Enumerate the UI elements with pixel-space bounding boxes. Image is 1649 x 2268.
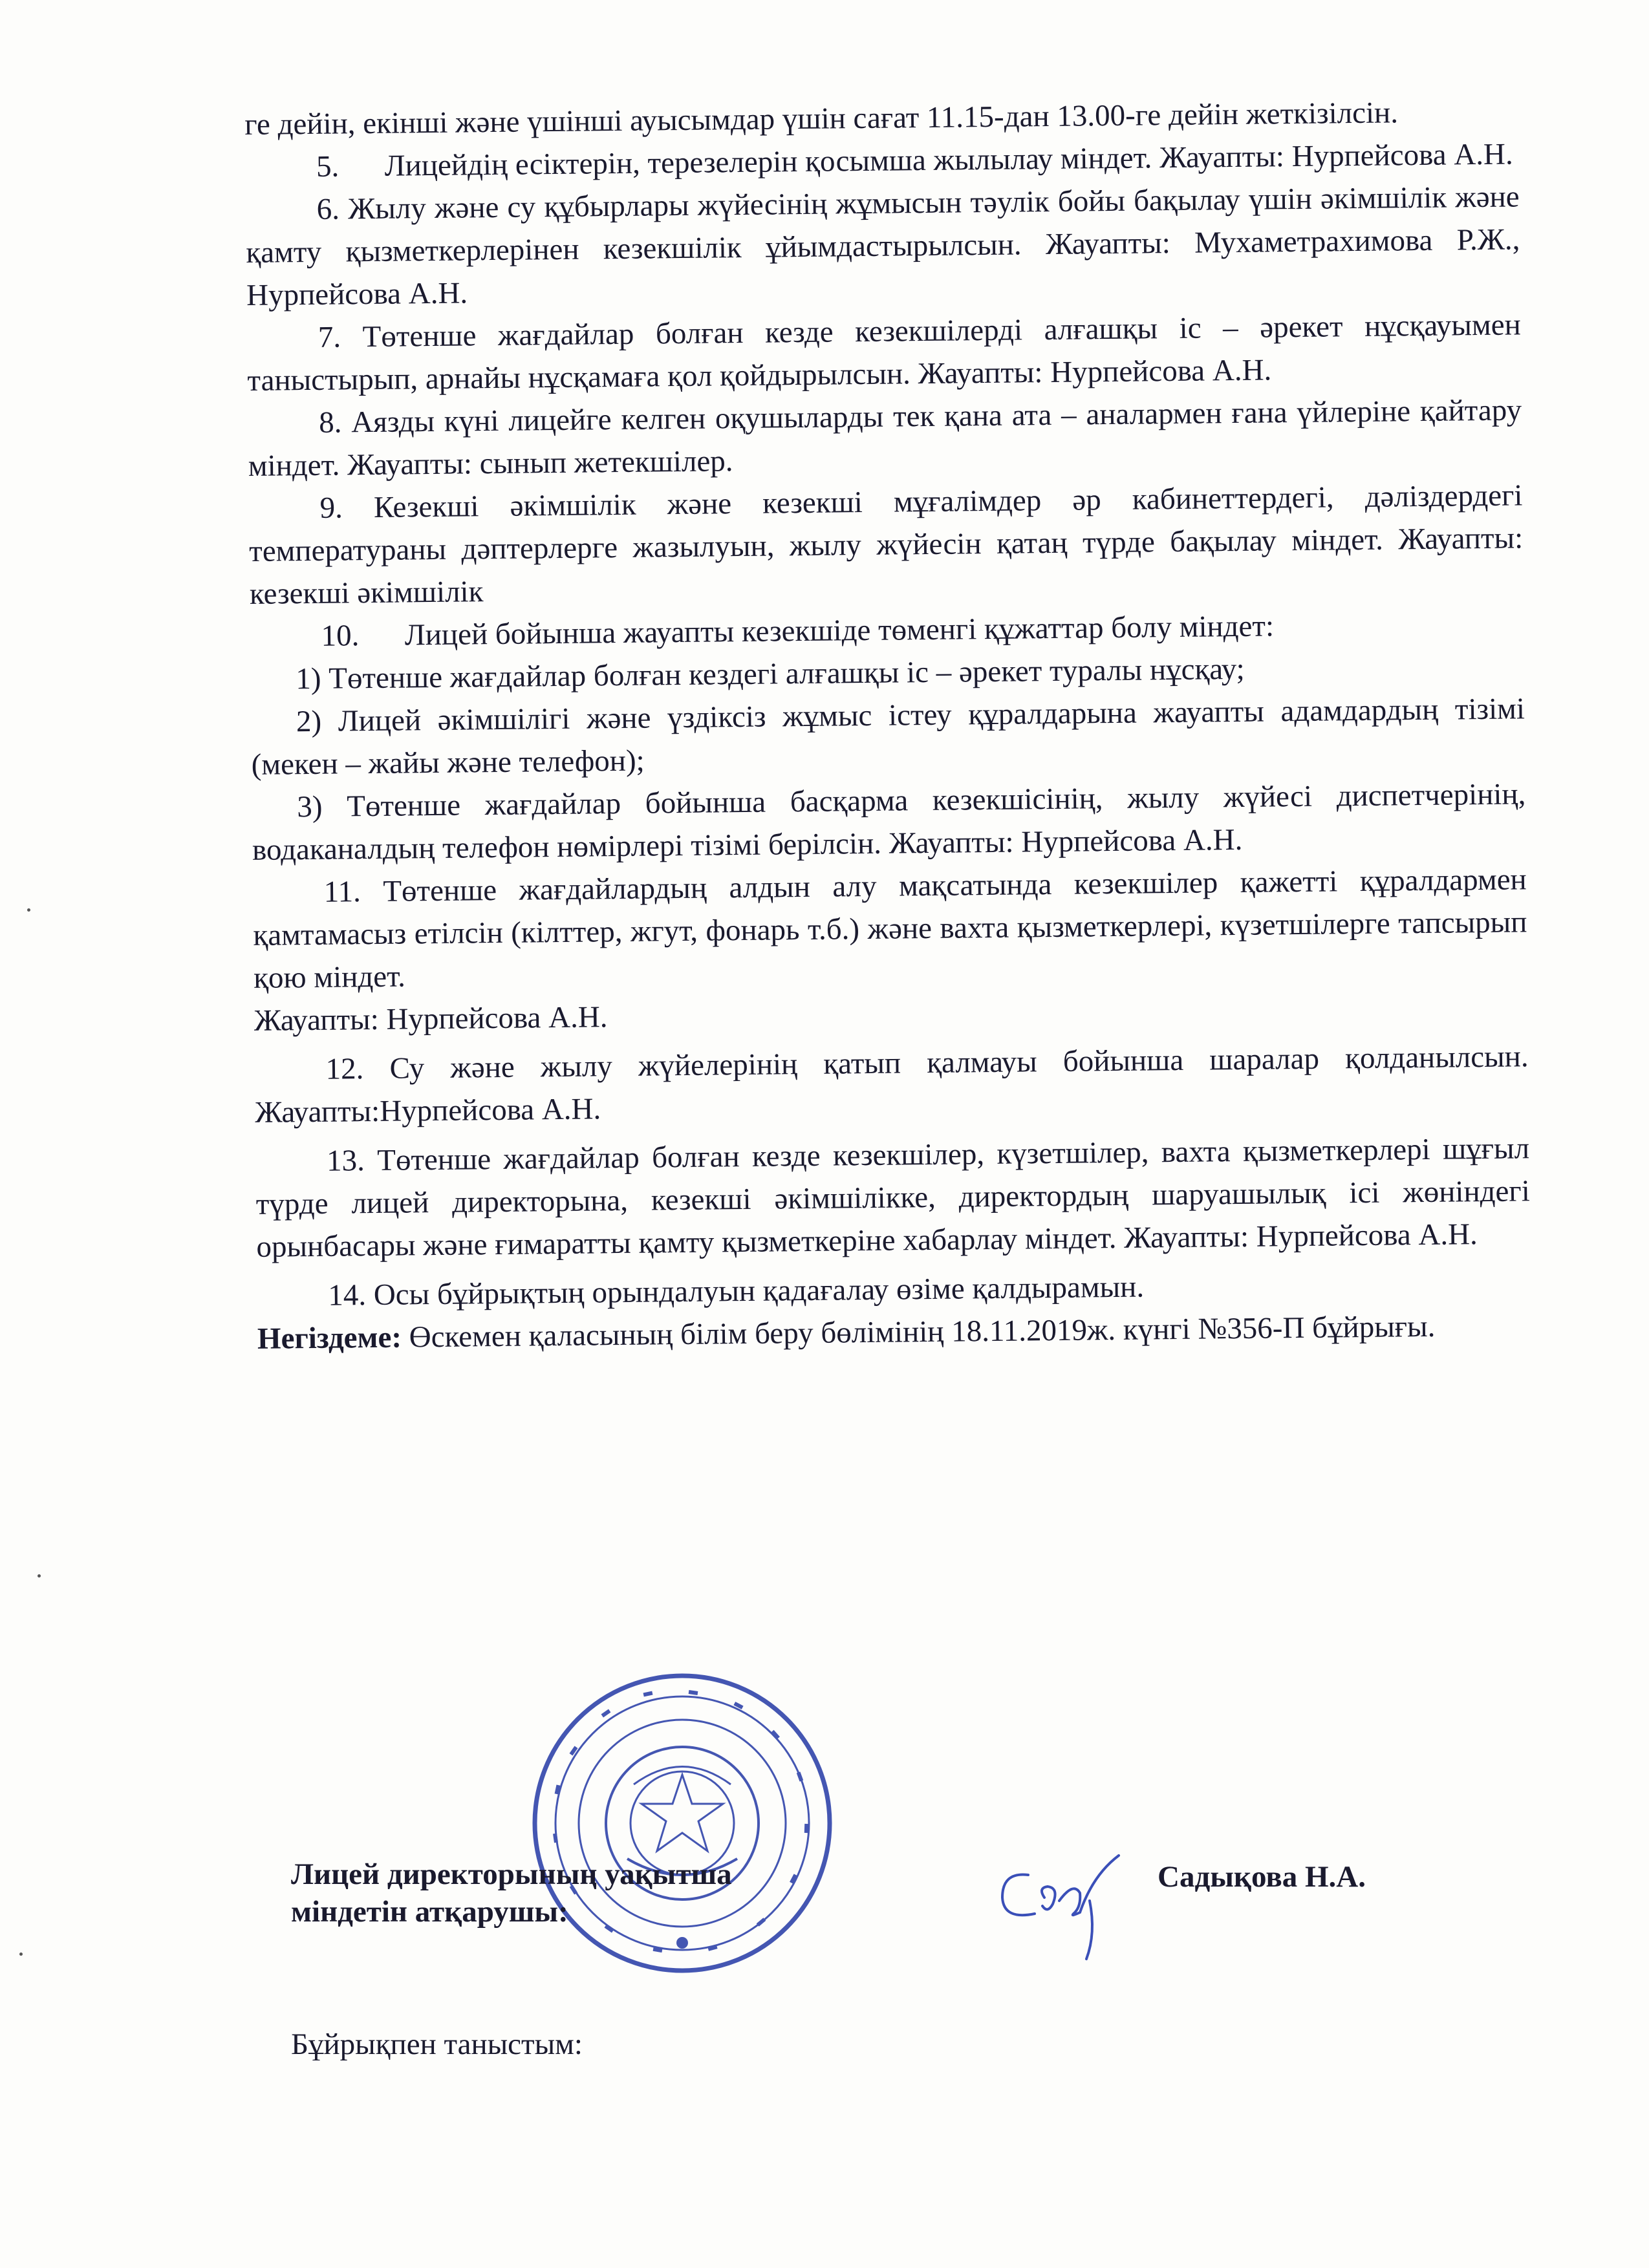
- list-item-1: 1) Төтенше жағдайлар болған кездегі алғашқы іс – әрекет туралы нұсқау;: [296, 652, 1245, 696]
- paragraph-item-5: 5. Лицейдің есіктерін, терезелерін қосымша жылылау міндет. Жауапты: Нурпейсова А.Н.: [316, 137, 1513, 184]
- paragraph-item-12: 12. Су және жылу жүйелерінің қатып қалмауы бойынша шаралар қолданылсын. Жауапты:Нурпейсова А.Н.: [255, 1040, 1529, 1129]
- paragraph-continuation: ге дейін, екінші және үшінші ауысымдар үшін сағат 11.15-дан 13.00-ге дейін жеткізілсін.: [244, 96, 1399, 142]
- acknowledgement-label: Бұйрықпен таныстым:: [291, 2027, 583, 2061]
- list-item-2: 2) Лицей әкімшілігі және үздіксіз жұмыс істеу құралдарына жауапты адамдардың тізімі (мекен – жайы және телефон);: [251, 692, 1525, 782]
- signatory-name: Садықова Н.А.: [1158, 1860, 1366, 1894]
- list-item-3: 3) Төтенше жағдайлар бойынша басқарма кезекшісінің, жылу жүйесі диспетчерінің, водаканалдың телефон нөмірлері тізімі берілсін. Жауапты: Нурпейсова А.Н.: [252, 777, 1526, 867]
- scan-speck: [27, 908, 30, 912]
- basis-label: Негіздеме:: [257, 1320, 402, 1356]
- order-body: [244, 90, 1531, 1360]
- signatory-title: [291, 1856, 873, 1931]
- handwritten-signature-icon: [983, 1836, 1151, 1965]
- scan-speck: [19, 1952, 23, 1956]
- signatory-title-line-2: міндетін атқарушы:: [291, 1895, 568, 1929]
- signatory-title-line-1: Лицей директорының уақытша: [291, 1857, 732, 1891]
- paragraph-item-9: 9. Кезекші әкімшілік және кезекші мұғалімдер әр кабинеттердегі, дәліздердегі температураны дәптерлерге жазылуын, жылу жүйесін қатаң түрде бақылау міндет. Жауапты: кезекші әкімшілік: [248, 478, 1524, 611]
- paragraph-item-7: 7. Төтенше жағдайлар болған кезде кезекшілерді алғашқы іс – әрекет нұсқауымен таныстырып, арнайы нұсқамаға қол қойдырылсын. Жауапты: Нурпейсова А.Н.: [247, 308, 1521, 398]
- paragraph-item-8: 8. Аязды күні лицейге келген оқушыларды тек қана ата – аналармен ғана үйлеріне қайтару міндет. Жауапты: сынып жетекшілер.: [248, 393, 1522, 483]
- basis-text: Өскемен қаласының білім беру бөлімінің 18.11.2019ж. күнгі №356-П бұйрығы.: [401, 1309, 1436, 1354]
- paragraph-item-11: 11. Төтенше жағдайлардың алдын алу мақсатында кезекшілер қажетті құралдармен қамтамасыз етілсін (кілттер, жгут, фонарь т.б.) және вахта қызметкерлері, күзетшілерге тапсырып қою міндет.: [253, 862, 1527, 995]
- paragraph-item-11-responsible: Жауапты: Нурпейсова А.Н.: [253, 1000, 608, 1038]
- paragraph-item-10: 10. Лицей бойынша жауапты кезекшіде төменгі құжаттар болу міндет:: [321, 609, 1275, 653]
- scan-speck: [38, 1574, 41, 1578]
- paragraph-item-13: 13. Төтенше жағдайлар болған кезде кезекшілер, күзетшілер, вахта қызметкерлері шұғыл түрде лицей директорына, кезекші әкімшілікке, директордың шаруашылық ісі жөніндегі орынбасары және ғимаратты қамту қызметкеріне хабарлау міндет. Жауапты: Нурпейсова А.Н.: [255, 1131, 1530, 1264]
- paragraph-item-14: 14. Осы бұйрықтың орындалуын қадағалау өзіме қалдырамын.: [328, 1270, 1145, 1312]
- paragraph-item-6: 6. Жылу және су құбырлары жүйесінің жұмысын тәулік бойы бақылау үшін әкімшілік және қамту қызметкерлерінен кезекшілік ұйымдастырылсын. Жауапты: Мухаметрахимова Р.Ж., Нурпейсова А.Н.: [246, 180, 1520, 312]
